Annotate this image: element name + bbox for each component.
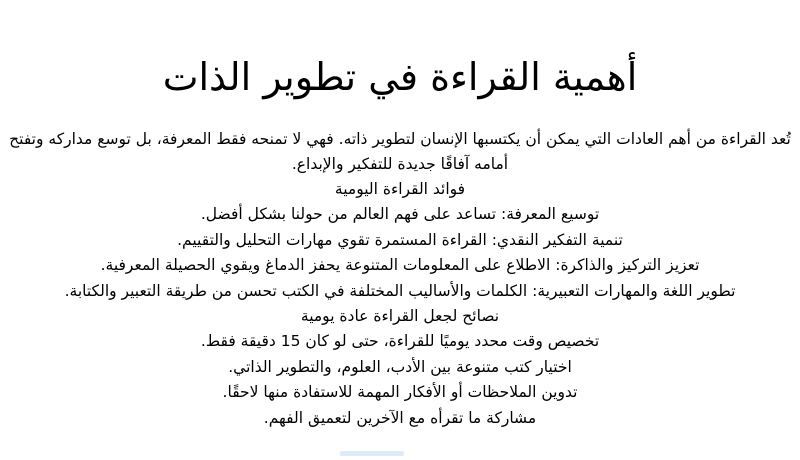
page-title: أهمية القراءة في تطوير الذات bbox=[162, 55, 638, 99]
tip-item: مشاركة ما تقرأه مع الآخرين لتعميق الفهم. bbox=[263, 408, 537, 427]
intro-paragraph: تُعد القراءة من أهم العادات التي يمكن أن يكتسبها الإنسان لتطوير ذاته. فهي لا تمنحه فقط المعرفة، بل توسع مداركه وتفتح أمامه آفاقًا جديدة للتفكير والإبداع. bbox=[9, 130, 791, 173]
tip-item: اختيار كتب متنوعة بين الأدب، العلوم، والتطوير الذاتي. bbox=[228, 357, 572, 376]
tips-heading: نصائح لجعل القراءة عادة يومية bbox=[300, 306, 500, 325]
benefit-item: تطوير اللغة والمهارات التعبيرية: الكلمات والأساليب المختلفة في الكتب تحسن من طريقة التعبير والكتابة. bbox=[64, 281, 736, 300]
benefit-item: تعزيز التركيز والذاكرة: الاطلاع على المعلومات المتنوعة يحفز الدماغ ويقوي الحصيلة المعرفية. bbox=[100, 256, 700, 275]
benefit-item: توسيع المعرفة: تساعد على فهم العالم من حولنا بشكل أفضل. bbox=[200, 205, 600, 224]
watermark-logo bbox=[340, 448, 404, 458]
tip-item: تدوين الملاحظات أو الأفكار المهمة للاستفادة منها لاحقًا. bbox=[222, 383, 578, 402]
tip-item: تخصيص وقت محدد يوميًا للقراءة، حتى لو كان 15 دقيقة فقط. bbox=[200, 332, 600, 351]
benefit-item: تنمية التفكير النقدي: القراءة المستمرة تقوي مهارات التحليل والتقييم. bbox=[177, 230, 623, 249]
benefits-heading: فوائد القراءة اليومية bbox=[334, 180, 466, 198]
